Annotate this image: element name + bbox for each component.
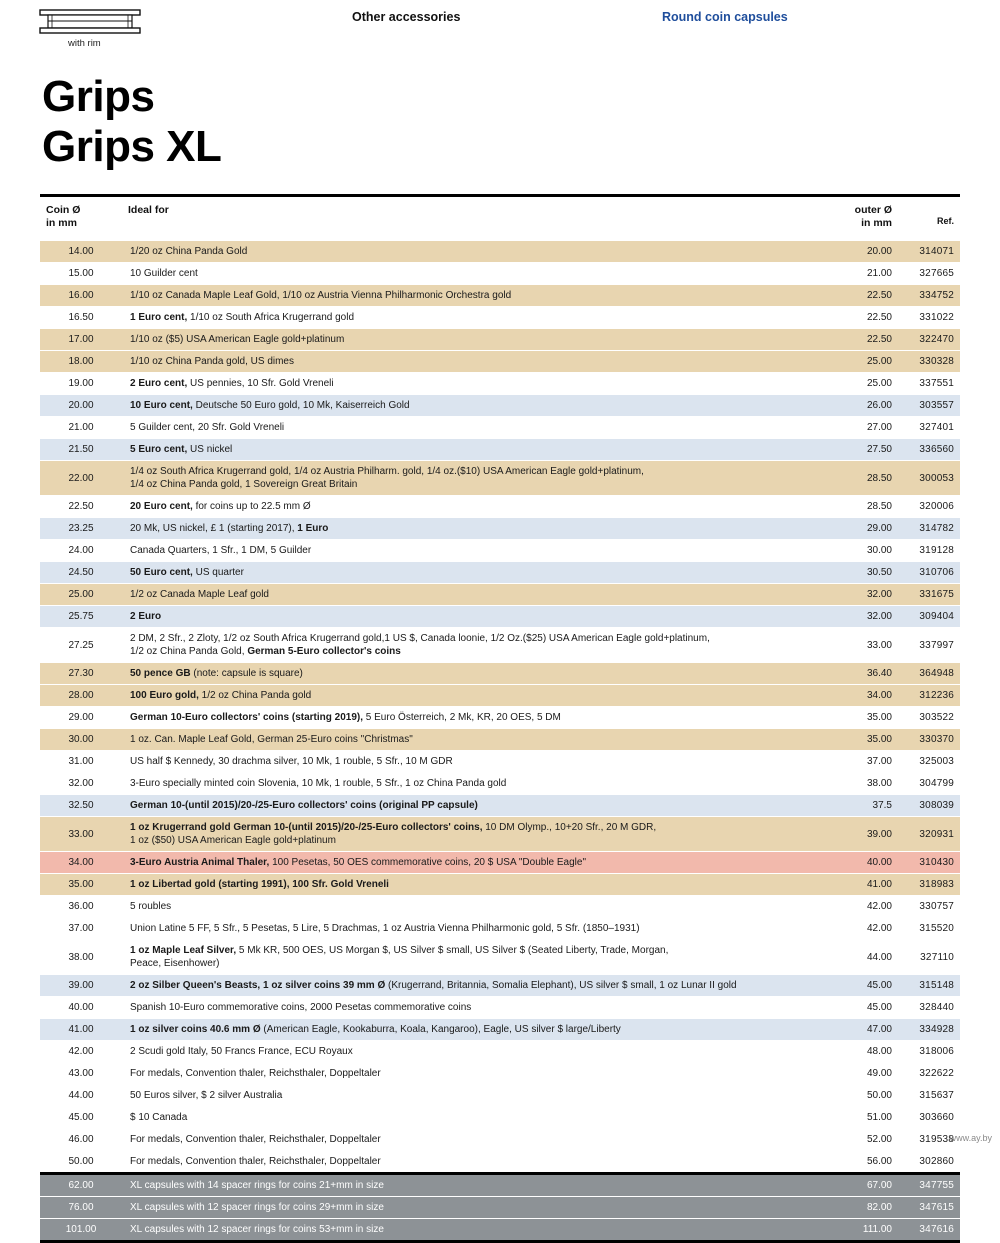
cell-outer-diameter: 25.00 bbox=[806, 373, 898, 395]
cell-coin-diameter: 24.50 bbox=[40, 562, 122, 584]
cell-coin-diameter: 32.00 bbox=[40, 773, 122, 795]
cell-ref: 322470 bbox=[898, 329, 960, 351]
cell-outer-diameter: 111.00 bbox=[806, 1219, 898, 1241]
table-row bbox=[40, 852, 960, 874]
cell-coin-diameter: 18.00 bbox=[40, 351, 122, 373]
table-row bbox=[40, 1019, 960, 1041]
cell-ideal-for: 1/10 oz Canada Maple Leaf Gold, 1/10 oz Austria Vienna Philharmonic Orchestra gold bbox=[122, 285, 806, 307]
cell-ideal-for: For medals, Convention thaler, Reichsthaler, Doppeltaler bbox=[122, 1129, 806, 1151]
cell-coin-diameter: 31.00 bbox=[40, 751, 122, 773]
cell-coin-diameter: 38.00 bbox=[40, 940, 122, 975]
column-coin-diameter-line1: Coin Ø bbox=[46, 204, 81, 216]
cell-ideal-for: For medals, Convention thaler, Reichsthaler, Doppeltaler bbox=[122, 1063, 806, 1085]
cell-outer-diameter: 40.00 bbox=[806, 852, 898, 874]
cell-outer-diameter: 28.50 bbox=[806, 461, 898, 496]
cell-coin-diameter: 28.00 bbox=[40, 685, 122, 707]
cell-ideal-for: 1/4 oz South Africa Krugerrand gold, 1/4 oz Austria Philharm. gold, 1/4 oz.($10) USA American Eagle gold+platinum, 1/4 oz China Panda gold, 1 Sovereign Great Britain bbox=[122, 461, 806, 496]
cell-ref: 337997 bbox=[898, 628, 960, 663]
cell-ideal-for: 20 Mk, US nickel, £ 1 (starting 2017), 1 Euro bbox=[122, 518, 806, 540]
column-ref: Ref. bbox=[936, 216, 954, 226]
cell-coin-diameter: 45.00 bbox=[40, 1107, 122, 1129]
table-row bbox=[40, 461, 960, 496]
table-row bbox=[40, 518, 960, 540]
cell-ref: 309404 bbox=[898, 606, 960, 628]
cell-ref: 327401 bbox=[898, 417, 960, 439]
cell-coin-diameter: 33.00 bbox=[40, 817, 122, 852]
cell-ref: 322622 bbox=[898, 1063, 960, 1085]
cell-coin-diameter: 19.00 bbox=[40, 373, 122, 395]
cell-ref: 330328 bbox=[898, 351, 960, 373]
table-row bbox=[40, 1219, 960, 1241]
cell-ideal-for: 1 oz silver coins 40.6 mm Ø (American Eagle, Kookaburra, Koala, Kangaroo), Eagle, US silver $ large/Liberty bbox=[122, 1019, 806, 1041]
cell-ref: 320006 bbox=[898, 496, 960, 518]
table-row bbox=[40, 874, 960, 896]
cell-ideal-for: US half $ Kennedy, 30 drachma silver, 10 Mk, 1 rouble, 5 Sfr., 10 M GDR bbox=[122, 751, 806, 773]
section-title-other-accessories: Other accessories bbox=[352, 10, 461, 24]
table-row bbox=[40, 1085, 960, 1107]
cell-outer-diameter: 37.5 bbox=[806, 795, 898, 817]
cell-outer-diameter: 30.50 bbox=[806, 562, 898, 584]
table-row bbox=[40, 373, 960, 395]
table-row bbox=[40, 562, 960, 584]
cell-ref: 314782 bbox=[898, 518, 960, 540]
table-row bbox=[40, 439, 960, 461]
cell-coin-diameter: 22.50 bbox=[40, 496, 122, 518]
cell-ideal-for: 5 roubles bbox=[122, 896, 806, 918]
table-row bbox=[40, 1151, 960, 1174]
coin-table bbox=[40, 197, 960, 1240]
table-row bbox=[40, 1107, 960, 1129]
cell-ref: 331022 bbox=[898, 307, 960, 329]
cell-ref: 347616 bbox=[898, 1219, 960, 1241]
cell-outer-diameter: 36.40 bbox=[806, 663, 898, 685]
column-coin-diameter-line2: in mm bbox=[46, 217, 77, 229]
cell-ref: 319538 bbox=[898, 1129, 960, 1151]
cell-coin-diameter: 14.00 bbox=[40, 241, 122, 263]
table-row bbox=[40, 1197, 960, 1219]
cell-outer-diameter: 50.00 bbox=[806, 1085, 898, 1107]
cell-ref: 336560 bbox=[898, 439, 960, 461]
cell-ref: 315148 bbox=[898, 975, 960, 997]
column-ideal-for: Ideal for bbox=[128, 204, 169, 216]
cell-ideal-for: 50 pence GB (note: capsule is square) bbox=[122, 663, 806, 685]
cell-ideal-for: 50 Euro cent, US quarter bbox=[122, 562, 806, 584]
cell-outer-diameter: 22.50 bbox=[806, 329, 898, 351]
coin-grip-icon bbox=[38, 6, 142, 38]
cell-coin-diameter: 34.00 bbox=[40, 852, 122, 874]
cell-ref: 325003 bbox=[898, 751, 960, 773]
page-header bbox=[0, 0, 1000, 58]
cell-outer-diameter: 67.00 bbox=[806, 1174, 898, 1197]
table-row bbox=[40, 773, 960, 795]
cell-ideal-for: $ 10 Canada bbox=[122, 1107, 806, 1129]
table-row bbox=[40, 729, 960, 751]
table-row bbox=[40, 795, 960, 817]
cell-outer-diameter: 29.00 bbox=[806, 518, 898, 540]
cell-ref: 303522 bbox=[898, 707, 960, 729]
cell-ref: 330757 bbox=[898, 896, 960, 918]
cell-ideal-for: 1/2 oz Canada Maple Leaf gold bbox=[122, 584, 806, 606]
cell-ref: 334752 bbox=[898, 285, 960, 307]
cell-ideal-for: 50 Euros silver, $ 2 silver Australia bbox=[122, 1085, 806, 1107]
cell-coin-diameter: 43.00 bbox=[40, 1063, 122, 1085]
table-row bbox=[40, 751, 960, 773]
cell-coin-diameter: 23.25 bbox=[40, 518, 122, 540]
cell-ideal-for: 1/20 oz China Panda Gold bbox=[122, 241, 806, 263]
cell-outer-diameter: 22.50 bbox=[806, 307, 898, 329]
cell-ref: 303660 bbox=[898, 1107, 960, 1129]
cell-outer-diameter: 32.00 bbox=[806, 584, 898, 606]
cell-coin-diameter: 21.50 bbox=[40, 439, 122, 461]
table-row bbox=[40, 628, 960, 663]
cell-ideal-for: XL capsules with 14 spacer rings for coins 21+mm in size bbox=[122, 1174, 806, 1197]
cell-outer-diameter: 33.00 bbox=[806, 628, 898, 663]
cell-coin-diameter: 16.00 bbox=[40, 285, 122, 307]
cell-ideal-for: 2 Euro cent, US pennies, 10 Sfr. Gold Vreneli bbox=[122, 373, 806, 395]
cell-ideal-for: 3-Euro specially minted coin Slovenia, 10 Mk, 1 rouble, 5 Sfr., 1 oz China Panda gold bbox=[122, 773, 806, 795]
table-header bbox=[40, 197, 960, 241]
column-outer-diameter-line2: in mm bbox=[861, 217, 892, 229]
table-row bbox=[40, 817, 960, 852]
table-row bbox=[40, 940, 960, 975]
cell-coin-diameter: 17.00 bbox=[40, 329, 122, 351]
column-outer-diameter-line1: outer Ø bbox=[854, 204, 892, 216]
table-row bbox=[40, 1063, 960, 1085]
cell-outer-diameter: 20.00 bbox=[806, 241, 898, 263]
cell-ideal-for: 2 Scudi gold Italy, 50 Francs France, ECU Royaux bbox=[122, 1041, 806, 1063]
cell-outer-diameter: 35.00 bbox=[806, 729, 898, 751]
cell-ref: 318983 bbox=[898, 874, 960, 896]
cell-ideal-for: 1 Euro cent, 1/10 oz South Africa Krugerrand gold bbox=[122, 307, 806, 329]
table-row bbox=[40, 1174, 960, 1197]
cell-ref: 327665 bbox=[898, 263, 960, 285]
cell-ideal-for: 2 DM, 2 Sfr., 2 Zloty, 1/2 oz South Africa Krugerrand gold,1 US $, Canada loonie, 1/2 Oz.($25) USA American Eagle gold+platinum, 1/2 oz China Panda Gold, German 5-Euro collector's coins bbox=[122, 628, 806, 663]
cell-ref: 308039 bbox=[898, 795, 960, 817]
cell-coin-diameter: 76.00 bbox=[40, 1197, 122, 1219]
cell-outer-diameter: 22.50 bbox=[806, 285, 898, 307]
watermark: www.ay.by bbox=[949, 1133, 992, 1143]
cell-ref: 310706 bbox=[898, 562, 960, 584]
table-row bbox=[40, 975, 960, 997]
cell-outer-diameter: 26.00 bbox=[806, 395, 898, 417]
cell-outer-diameter: 27.50 bbox=[806, 439, 898, 461]
table-row bbox=[40, 1041, 960, 1063]
cell-ref: 315520 bbox=[898, 918, 960, 940]
cell-ideal-for: German 10-Euro collectors' coins (starting 2019), 5 Euro Österreich, 2 Mk, KR, 20 OES, 5 DM bbox=[122, 707, 806, 729]
cell-ref: 330370 bbox=[898, 729, 960, 751]
cell-ideal-for: Union Latine 5 FF, 5 Sfr., 5 Pesetas, 5 Lire, 5 Drachmas, 1 oz Austria Vienna Philharmonic gold, 5 Sfr. (1850–1931) bbox=[122, 918, 806, 940]
grip-caption: with rim bbox=[68, 38, 101, 49]
cell-coin-diameter: 20.00 bbox=[40, 395, 122, 417]
cell-coin-diameter: 46.00 bbox=[40, 1129, 122, 1151]
cell-coin-diameter: 37.00 bbox=[40, 918, 122, 940]
cell-coin-diameter: 35.00 bbox=[40, 874, 122, 896]
cell-outer-diameter: 56.00 bbox=[806, 1151, 898, 1174]
cell-ideal-for: For medals, Convention thaler, Reichsthaler, Doppeltaler bbox=[122, 1151, 806, 1174]
cell-coin-diameter: 27.25 bbox=[40, 628, 122, 663]
cell-coin-diameter: 36.00 bbox=[40, 896, 122, 918]
cell-ideal-for: 5 Guilder cent, 20 Sfr. Gold Vreneli bbox=[122, 417, 806, 439]
cell-coin-diameter: 44.00 bbox=[40, 1085, 122, 1107]
cell-ref: 337551 bbox=[898, 373, 960, 395]
cell-outer-diameter: 32.00 bbox=[806, 606, 898, 628]
table-row bbox=[40, 707, 960, 729]
cell-coin-diameter: 25.75 bbox=[40, 606, 122, 628]
cell-ref: 347755 bbox=[898, 1174, 960, 1197]
cell-coin-diameter: 32.50 bbox=[40, 795, 122, 817]
cell-outer-diameter: 34.00 bbox=[806, 685, 898, 707]
cell-ref: 300053 bbox=[898, 461, 960, 496]
cell-coin-diameter: 25.00 bbox=[40, 584, 122, 606]
cell-ref: 304799 bbox=[898, 773, 960, 795]
cell-ideal-for: 10 Guilder cent bbox=[122, 263, 806, 285]
cell-ref: 318006 bbox=[898, 1041, 960, 1063]
table-row bbox=[40, 285, 960, 307]
cell-ref: 334928 bbox=[898, 1019, 960, 1041]
cell-coin-diameter: 29.00 bbox=[40, 707, 122, 729]
cell-coin-diameter: 101.00 bbox=[40, 1219, 122, 1241]
cell-coin-diameter: 62.00 bbox=[40, 1174, 122, 1197]
cell-outer-diameter: 52.00 bbox=[806, 1129, 898, 1151]
cell-coin-diameter: 16.50 bbox=[40, 307, 122, 329]
cell-outer-diameter: 51.00 bbox=[806, 1107, 898, 1129]
cell-coin-diameter: 24.00 bbox=[40, 540, 122, 562]
title-grips-xl: Grips XL bbox=[42, 122, 222, 171]
cell-ideal-for: 1/10 oz ($5) USA American Eagle gold+platinum bbox=[122, 329, 806, 351]
cell-coin-diameter: 40.00 bbox=[40, 997, 122, 1019]
cell-ideal-for: 2 oz Silber Queen's Beasts, 1 oz silver coins 39 mm Ø (Krugerrand, Britannia, Somalia Elephant), US silver $ small, 1 oz Lunar II gold bbox=[122, 975, 806, 997]
table-row bbox=[40, 1129, 960, 1151]
cell-coin-diameter: 41.00 bbox=[40, 1019, 122, 1041]
table-row bbox=[40, 307, 960, 329]
cell-ideal-for: XL capsules with 12 spacer rings for coins 53+mm in size bbox=[122, 1219, 806, 1241]
cell-outer-diameter: 37.00 bbox=[806, 751, 898, 773]
table-row bbox=[40, 496, 960, 518]
cell-outer-diameter: 42.00 bbox=[806, 896, 898, 918]
column-outer-diameter bbox=[806, 197, 898, 241]
table-row bbox=[40, 351, 960, 373]
cell-outer-diameter: 35.00 bbox=[806, 707, 898, 729]
table-row bbox=[40, 997, 960, 1019]
cell-ref: 364948 bbox=[898, 663, 960, 685]
cell-coin-diameter: 22.00 bbox=[40, 461, 122, 496]
cell-ideal-for: 1/10 oz China Panda gold, US dimes bbox=[122, 351, 806, 373]
table-row bbox=[40, 329, 960, 351]
cell-ideal-for: 1 oz Libertad gold (starting 1991), 100 Sfr. Gold Vreneli bbox=[122, 874, 806, 896]
cell-ideal-for: Canada Quarters, 1 Sfr., 1 DM, 5 Guilder bbox=[122, 540, 806, 562]
cell-ref: 347615 bbox=[898, 1197, 960, 1219]
table-row bbox=[40, 395, 960, 417]
table-row bbox=[40, 685, 960, 707]
cell-outer-diameter: 49.00 bbox=[806, 1063, 898, 1085]
table-row bbox=[40, 663, 960, 685]
table-body bbox=[40, 241, 960, 1241]
cell-ideal-for: 1 oz Krugerrand gold German 10-(until 2015)/20-/25-Euro collectors' coins, 10 DM Olymp., 10+20 Sfr., 20 M GDR, 1 oz ($50) USA American Eagle gold+platinum bbox=[122, 817, 806, 852]
table-row bbox=[40, 241, 960, 263]
table-row bbox=[40, 896, 960, 918]
cell-outer-diameter: 28.50 bbox=[806, 496, 898, 518]
cell-coin-diameter: 30.00 bbox=[40, 729, 122, 751]
cell-ref: 314071 bbox=[898, 241, 960, 263]
cell-ideal-for: 2 Euro bbox=[122, 606, 806, 628]
cell-outer-diameter: 47.00 bbox=[806, 1019, 898, 1041]
cell-ref: 328440 bbox=[898, 997, 960, 1019]
cell-ideal-for: 20 Euro cent, for coins up to 22.5 mm Ø bbox=[122, 496, 806, 518]
cell-outer-diameter: 82.00 bbox=[806, 1197, 898, 1219]
cell-outer-diameter: 42.00 bbox=[806, 918, 898, 940]
cell-coin-diameter: 27.30 bbox=[40, 663, 122, 685]
cell-outer-diameter: 25.00 bbox=[806, 351, 898, 373]
page-title bbox=[0, 58, 1000, 172]
cell-outer-diameter: 44.00 bbox=[806, 940, 898, 975]
cell-coin-diameter: 42.00 bbox=[40, 1041, 122, 1063]
cell-ref: 312236 bbox=[898, 685, 960, 707]
cell-outer-diameter: 21.00 bbox=[806, 263, 898, 285]
section-title-round-coin-capsules: Round coin capsules bbox=[662, 10, 788, 24]
cell-ref: 310430 bbox=[898, 852, 960, 874]
cell-ref: 303557 bbox=[898, 395, 960, 417]
cell-ideal-for: 5 Euro cent, US nickel bbox=[122, 439, 806, 461]
table-row bbox=[40, 263, 960, 285]
cell-ideal-for: Spanish 10-Euro commemorative coins, 2000 Pesetas commemorative coins bbox=[122, 997, 806, 1019]
cell-coin-diameter: 39.00 bbox=[40, 975, 122, 997]
cell-ref: 315637 bbox=[898, 1085, 960, 1107]
cell-ref: 302860 bbox=[898, 1151, 960, 1174]
cell-outer-diameter: 30.00 bbox=[806, 540, 898, 562]
cell-outer-diameter: 45.00 bbox=[806, 975, 898, 997]
cell-ref: 319128 bbox=[898, 540, 960, 562]
cell-coin-diameter: 50.00 bbox=[40, 1151, 122, 1174]
cell-ideal-for: XL capsules with 12 spacer rings for coins 29+mm in size bbox=[122, 1197, 806, 1219]
coin-table-wrap bbox=[40, 194, 960, 1240]
column-coin-diameter bbox=[40, 197, 122, 241]
cell-ideal-for: 10 Euro cent, Deutsche 50 Euro gold, 10 Mk, Kaiserreich Gold bbox=[122, 395, 806, 417]
cell-outer-diameter: 38.00 bbox=[806, 773, 898, 795]
title-grips: Grips bbox=[42, 72, 155, 121]
table-row bbox=[40, 584, 960, 606]
cell-ideal-for: 1 oz. Can. Maple Leaf Gold, German 25-Euro coins "Christmas" bbox=[122, 729, 806, 751]
cell-ideal-for: 3-Euro Austria Animal Thaler, 100 Pesetas, 50 OES commemorative coins, 20 $ USA "Double Eagle" bbox=[122, 852, 806, 874]
cell-ideal-for: German 10-(until 2015)/20-/25-Euro collectors' coins (original PP capsule) bbox=[122, 795, 806, 817]
cell-ref: 331675 bbox=[898, 584, 960, 606]
cell-ideal-for: 100 Euro gold, 1/2 oz China Panda gold bbox=[122, 685, 806, 707]
cell-ref: 320931 bbox=[898, 817, 960, 852]
table-row bbox=[40, 540, 960, 562]
cell-outer-diameter: 39.00 bbox=[806, 817, 898, 852]
cell-ref: 327110 bbox=[898, 940, 960, 975]
table-row bbox=[40, 918, 960, 940]
cell-outer-diameter: 41.00 bbox=[806, 874, 898, 896]
cell-outer-diameter: 48.00 bbox=[806, 1041, 898, 1063]
cell-coin-diameter: 21.00 bbox=[40, 417, 122, 439]
table-row bbox=[40, 606, 960, 628]
cell-ideal-for: 1 oz Maple Leaf Silver, 5 Mk KR, 500 OES, US Morgan $, US Silver $ small, US Silver $ (Seated Liberty, Trade, Morgan, Peace, Eisenhower) bbox=[122, 940, 806, 975]
cell-outer-diameter: 45.00 bbox=[806, 997, 898, 1019]
cell-coin-diameter: 15.00 bbox=[40, 263, 122, 285]
cell-outer-diameter: 27.00 bbox=[806, 417, 898, 439]
table-row bbox=[40, 417, 960, 439]
